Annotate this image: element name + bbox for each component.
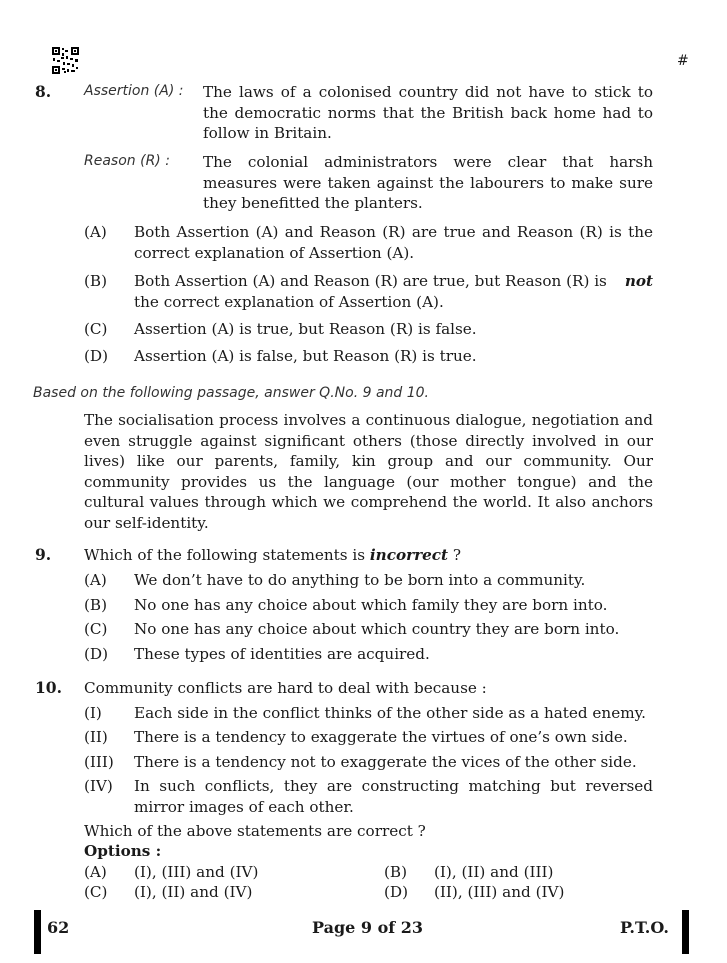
option-line: correct explanation of Assertion (A). [134, 243, 415, 262]
option-text: These types of identities are acquired. [134, 645, 430, 663]
passage-line: community provides us the language (our mother tongue) and the [84, 472, 653, 491]
q10-stem: Community conflicts are hard to deal with because : [84, 679, 487, 697]
q9-option-c [84, 619, 653, 640]
assertion-line: the democratic norms that the British back home had to [203, 103, 653, 122]
footer-code: 62 [47, 918, 70, 937]
page-mark: # [677, 53, 689, 69]
q8-reason-label: Reason (R) : [84, 153, 170, 169]
q10-option-a [84, 862, 364, 883]
statement-label: (III) [84, 753, 114, 771]
q8-option-c [84, 319, 653, 340]
q10-options-heading: Options : [84, 842, 162, 860]
q8-assertion-label: Assertion (A) : [84, 83, 184, 99]
reason-line: The colonial administrators were clear that harsh [203, 153, 653, 171]
option-text: We don’t have to do anything to be born into a community. [134, 571, 586, 589]
option-line: Both Assertion (A) and Reason (R) are true, but Reason (R) is [134, 272, 607, 290]
q9-number: 9. [35, 545, 52, 564]
option-text: (II), (III) and (IV) [434, 883, 565, 901]
option-label: (B) [384, 863, 408, 881]
option-line: Both Assertion (A) and Reason (R) are true and Reason (R) is the [134, 223, 653, 241]
statement-line: mirror images of each other. [134, 797, 354, 816]
statement-text: There is a tendency not to exaggerate the vices of the other side. [134, 753, 637, 771]
statement-text: Each side in the conflict thinks of the other side as a hated enemy. [134, 704, 646, 722]
option-text: No one has any choice about which family they are born into. [134, 596, 608, 614]
q9-option-b [84, 595, 653, 616]
option-label: (D) [84, 645, 109, 663]
statement-line: In such conflicts, they are constructing matching but reversed [134, 777, 653, 795]
reason-line: they benefitted the planters. [203, 194, 423, 212]
q8-assertion-text [203, 82, 653, 144]
q10-statement-3 [84, 752, 653, 773]
q9-stem-text: Which of the following statements is [84, 546, 366, 564]
passage-line: cultural values through which we comprehend the world. It also anchors [84, 493, 653, 511]
assertion-line: The laws of a colonised country did not have to stick to [203, 83, 653, 101]
passage-line: lives) like our parents, family, kin group and our community. Our [84, 452, 653, 470]
option-label: (C) [84, 320, 108, 338]
q10-statement-1 [84, 703, 653, 724]
passage-intro: Based on the following passage, answer Q.No. 9 and 10. [33, 385, 429, 401]
option-label: (B) [84, 272, 108, 290]
passage-line: our self-identity. [84, 513, 209, 532]
statement-label: (I) [84, 704, 102, 722]
option-label: (D) [384, 883, 409, 901]
option-text: (I), (II) and (III) [434, 863, 554, 881]
q9-option-a [84, 570, 653, 591]
passage-line: even struggle against significant others (those directly involved in our [84, 431, 653, 450]
q8-reason-text [203, 152, 653, 214]
passage-line: The socialisation process involves a continuous dialogue, negotiation and [84, 411, 653, 429]
footer-right-bar [682, 910, 689, 954]
q8-number: 8. [35, 82, 52, 101]
q9-stem-emphasis: incorrect [369, 546, 449, 564]
q10-option-d [384, 882, 654, 903]
option-line: the correct explanation of Assertion (A). [134, 292, 444, 311]
statement-text: There is a tendency to exaggerate the virtues of one’s own side. [134, 728, 628, 746]
option-text: (I), (II) and (IV) [134, 883, 253, 901]
option-label: (B) [84, 596, 108, 614]
option-label: (A) [84, 223, 107, 241]
q9-stem-end: ? [452, 546, 461, 564]
q9-option-d [84, 644, 653, 665]
passage-text [84, 410, 653, 533]
option-label: (A) [84, 863, 107, 881]
option-line: Assertion (A) is true, but Reason (R) is false. [134, 320, 477, 338]
option-text: No one has any choice about which country they are born into. [134, 620, 620, 638]
option-text: (I), (III) and (IV) [134, 863, 259, 881]
q10-statement-4 [84, 776, 653, 817]
qr-code-icon [52, 47, 79, 74]
statement-label: (II) [84, 728, 108, 746]
emphasis-not: not [624, 272, 653, 290]
footer-pto: P.T.O. [620, 918, 669, 937]
option-label: (C) [84, 883, 108, 901]
q8-option-a [84, 222, 653, 263]
footer-page-number: Page 9 of 23 [312, 918, 423, 937]
q10-number: 10. [35, 678, 62, 697]
option-label: (D) [84, 347, 109, 365]
q9-stem [84, 545, 461, 566]
q8-option-d [84, 346, 653, 367]
q10-option-b [384, 862, 654, 883]
q10-statement-2 [84, 727, 653, 748]
statement-label: (IV) [84, 777, 113, 795]
footer-left-bar [34, 910, 41, 954]
q8-option-b [84, 271, 653, 312]
q10-question: Which of the above statements are correct ? [84, 822, 426, 840]
q10-option-c [84, 882, 364, 903]
option-label: (A) [84, 571, 107, 589]
assertion-line: follow in Britain. [203, 124, 332, 142]
option-line: Assertion (A) is false, but Reason (R) is true. [134, 347, 477, 365]
option-label: (C) [84, 620, 108, 638]
reason-line: measures were taken against the labourers to make sure [203, 173, 653, 192]
